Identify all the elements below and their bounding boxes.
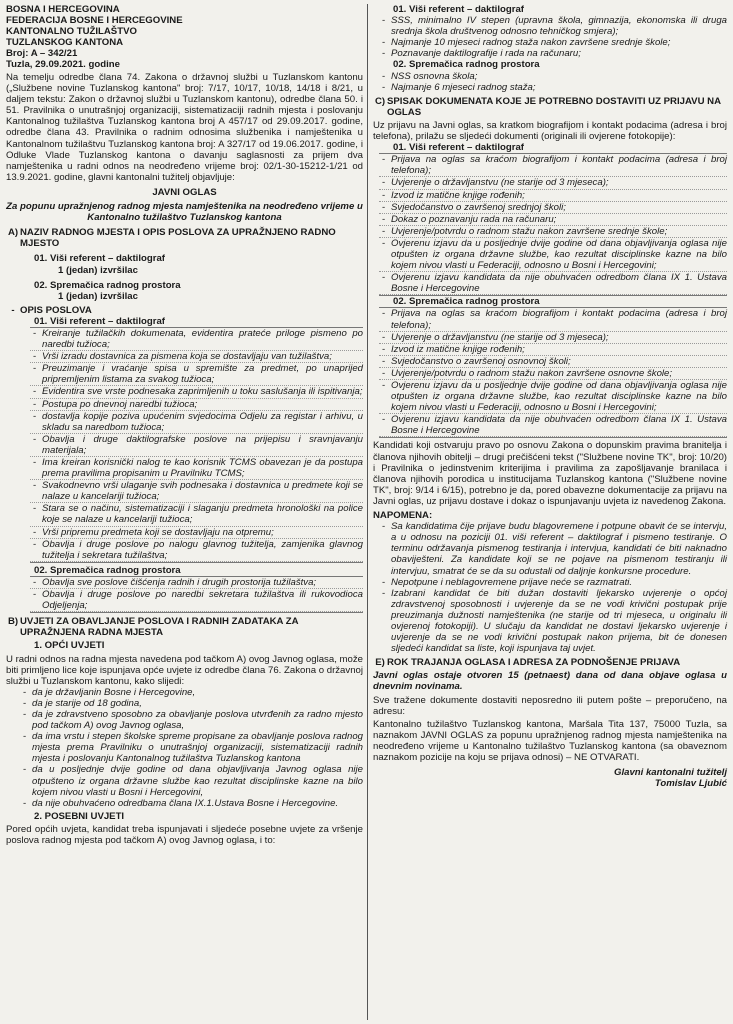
- list-item: - Prijava na oglas sa kraćom biografijom i kontakt podacima (adresa i broj telefona);: [379, 154, 727, 177]
- list-item: - Vrši pripremu predmeta koji se dostavljaju na otpremu;: [30, 527, 363, 539]
- section-b-heading: [6, 616, 363, 638]
- list-item: - da je zdravstveno sposobno za obavljanje poslova utvrđenih za radno mjesto pod tačkom A) ovog Javnog oglasa,: [20, 709, 363, 731]
- list-item: - Svjedočanstvo o završenoj srednjoj školi;: [379, 202, 727, 214]
- section-b-title: UVJETI ZA OBAVLJANJE POSLOVA I RADNIH ZADATAKA ZA UPRAŽNJENA RADNA MJESTA: [20, 616, 299, 639]
- list-item: - Ovjerenu izjavu da u posljednje dvije godine od dana objavljivanja oglasa nije otpušten iz organa državne službe, kao rezultat disciplinske kazne na bilo kojem nivou vlasti u Federaciji, odnosno u Bosni i Hercegovini;: [379, 380, 727, 414]
- section-b-marker: B): [7, 616, 19, 628]
- list-item: - Obavlja i druge poslove po naredbi sekretara tužilaštva ili rukovodioca Odjeljenja;: [30, 589, 363, 612]
- list-item: - Preuzimanje i vraćanje spisa u spremište za predmet, po unaprijed pripremljenim listama za svakog tužioca;: [30, 363, 363, 386]
- submission-address: Kantonalno tužilaštvo Tuzlanskog kantona, Maršala Tita 137, 75000 Tuzla, sa naznakom JAVNI OGLAS za popunu upražnjenog radnog mjesta namještenika na neodređeno vrijeme u Kantonalno tužilaštvo Tuzlanskog kantona (sa obaveznom naznakom pozicije na koju se prijava odnosi) – NE OTVARATI.: [373, 718, 727, 763]
- documents-2-list: [379, 307, 727, 438]
- left-column: [6, 4, 363, 846]
- special-2-list: [379, 71, 727, 93]
- documents-1-title: 01. Viši referent – daktilograf: [393, 142, 524, 154]
- list-item: - Kreiranje tužilačkih dokumenata, evidentira prateće priloge pismeno po naredbi tužioca;: [30, 328, 363, 351]
- list-item: - Vrši izradu dostavnica za pismena koja se dostavljaju van tužilaštva;: [30, 351, 363, 363]
- section-a-title: NAZIV RADNOG MJESTA I OPIS POSLOVA ZA UPRAŽNJENO RADNO MJESTO: [20, 227, 336, 250]
- list-item: - Obavlja i druge daktilografske poslove na prijepisu i sravnjavanju materijala;: [30, 434, 363, 457]
- list-item: - da je državljanin Bosne i Hercegovine,: [20, 687, 363, 698]
- list-item: - Postupa po dnevnoj naredbi tužioca;: [30, 399, 363, 411]
- deadline-text: Javni oglas ostaje otvoren 15 (petnaest) dana od dana objave oglasa u dnevnim novinama.: [373, 670, 727, 693]
- section-c-marker: C): [374, 95, 386, 107]
- list-item: - Uvjerenje o državljanstvu (ne starije od 3 mjeseca);: [379, 332, 727, 344]
- list-item: - da nije obuhvaćeno odredbama člana IX.1.Ustava Bosne i Hercegovine.: [20, 798, 363, 809]
- list-item: - Najmanje 10 mjeseci radnog staža nakon završene srednje škole;: [379, 37, 727, 48]
- position-1-name: 01. Viši referent – daktilograf: [34, 253, 165, 265]
- header-federation: FEDERACIJA BOSNE I HERCEGOVINE: [6, 15, 183, 26]
- special-2-title: 02. Spremačica radnog prostora: [393, 59, 540, 71]
- intro-paragraph: Na temelju odredbe člana 74. Zakona o državnoj službi u Tuzlanskom kantonu („Službene novine Tuzlanskog kantona" broj: 7/17, 10/17, 10/18, 14/18 i 8/21, u daljem tekstu: Zakon o državnoj službi u Tuzlanskom kantonu), odredbe člana 50. i 51. Pravilnika o unutrašnjoj organizaciji, sistematizaciji radnih mjesta i poslovanju Kantonalnog tužilaštva Tuzlanskog kantona broj A 457/17 od 29.09.2017. godine, odredbe člana 43. Pravilnika o radnim odnosima službenika i namještenika u Kantonalnom tužilaštvu Tuzlanskog kantona broj: A 327/17 od 19.06.2017. godine, i Odluke Vlade Tuzlanskog kantona o davanju saglasnosti za prijem dva namještenika u radni odnos na neodređeno vrijeme broj: 02/1-30-15212-1/21 od 13.9.2021. godine, glavni kantonalni tužitelj objavljuje:: [6, 72, 363, 183]
- veterans-paragraph: Kandidati koji ostvaruju pravo po osnovu Zakona o dopunskim pravima branitelja i članova njihovih obitelji – drugi prečišćeni tekst ("Službene novine TK", broj: 10/20) i Pravilnika o jedinstvenim kriterijima i pravilima za zapošljavanje branilaca i članova njihovih porodica u institucijama Tuzlanskog kantona ("Službene novine TK", broj: 9/14 i 6/15), potrebno je da, pored obavezne dokumentacije za prijavu na Javni oglas, uz prijavu dostave i dokaz o ispunjavanju uvjeta iz navedenog Zakona.: [373, 440, 727, 507]
- header-country: BOSNA I HERCEGOVINA: [6, 4, 120, 15]
- list-item: - Uvjerenje/potvrdu o radnom stažu nakon završene srednje škole;: [379, 226, 727, 238]
- header-institution: KANTONALNO TUŽILAŠTVO: [6, 26, 137, 37]
- special-1-title: 01. Viši referent – daktilograf: [393, 4, 524, 15]
- job-desc-1-title: 01. Viši referent – daktilograf: [34, 315, 165, 327]
- position-2-name: 02. Spremačica radnog prostora: [34, 279, 181, 291]
- list-item: - Izvod iz matične knjige rođenih;: [379, 344, 727, 356]
- column-divider: [367, 4, 368, 1020]
- list-item: - Uvjerenje o državljanstvu (ne starije od 3 mjeseca);: [379, 177, 727, 189]
- section-e-title: ROK TRAJANJA OGLASA I ADRESA ZA PODNOŠENJE PRIJAVA: [387, 657, 681, 669]
- list-item: - dostavlja kopije pozivа upućenim svjedocima Odjelu za registar i arhivu, u skladu sa naredbom tužioca;: [30, 411, 363, 434]
- list-item: - Ovjerenu izjavu da u posljednje dvije godine od dana objavljivanja oglasa nije otpušten iz organa državne službe, kao rezultat disciplinske kazne na bilo kojem nivou vlasti u Federaciji, odnosno u Bosni i Hercegovini;: [379, 238, 727, 272]
- general-conditions-list: [20, 687, 363, 809]
- job-desc-2-title: 02. Spremačica radnog prostora: [34, 564, 181, 576]
- job-description-title: OPIS POSLOVA: [20, 304, 92, 316]
- signature-role: Glavni kantonalni tužitelj: [613, 767, 727, 779]
- section-a-marker: A): [7, 227, 19, 239]
- job-description-marker: -: [11, 304, 15, 316]
- section-a-heading: [6, 227, 363, 249]
- general-conditions-title: 1. OPĆI UVJETI: [34, 640, 105, 652]
- list-item: - Ovjerenu izjavu kandidata da nije obuhvaćen odredbom člana IX 1. Ustava Bosne i Hercegovine: [379, 414, 727, 437]
- list-item: - Najmanje 6 mjeseci radnog staža;: [379, 82, 727, 93]
- right-column: [373, 4, 727, 789]
- list-item: - Svakodnevno vrši ulaganje svih podnesaka i dostavnica u predmete koji se nalaze u kancelariji tužioca;: [30, 480, 363, 503]
- section-e-marker: E): [375, 657, 385, 669]
- signature-name: Tomislav Ljubić: [654, 778, 727, 790]
- documents-2-title: 02. Spremačica radnog prostora: [393, 296, 540, 308]
- special-1-list: [379, 15, 727, 59]
- list-item: - da je starije od 18 godina,: [20, 698, 363, 709]
- job-desc-2-list: [30, 576, 363, 613]
- list-item: - Ovjerenu izjavu kandidata da nije obuhvaćen odredbom člana IX 1. Ustava Bosne i Hercegovine: [379, 272, 727, 295]
- special-conditions-text: Pored općih uvjeta, kandidat treba ispunjavati i sljedeće posebne uvjete za vršenje poslova radnog mjesta pod tačkom A) ovog Javnog oglasa, i to:: [6, 823, 363, 846]
- list-item: - Svjedočanstvo o završenoj osnovnoj školi;: [379, 356, 727, 368]
- section-c-title: SPISAK DOKUMENATA KOJE JE POTREBNO DOSTAVITI UZ PRIJAVU NA OGLAS: [387, 95, 721, 118]
- list-item: - Evidentira sve vrste podnesaka zaprimljenih u toku saslušanja ili ispitivanja;: [30, 386, 363, 398]
- list-item: - Sa kandidatima čije prijave budu blagovremene i potpune obavit će se intervju, a u odnosu na poziciji 01. viši referent – daktilograf i pismeno testiranje. O terminu održavanja pismenog testiranja i intervjua, kandidati će biti naknadno obaviješteni. Za kandidate koji se ne pojave na pismenom testiranju ili intervjuu, smatrat će se da su odustali od daljnje konkursne procedure.: [379, 521, 727, 576]
- section-c-heading: [373, 96, 727, 118]
- general-conditions-text: U radni odnos na radna mjesta navedena pod tačkom A) ovog Javnog oglasa, može biti primljeno lice koje ispunjava opće uvjete iz odredbe člana 76. Zakona o državnoj službi u Tuzlanskom kantonu, kako slijedi:: [6, 653, 363, 687]
- list-item: - Obavlja sve poslove čišćenja radnih i drugih prostorija tužilaštva;: [30, 577, 363, 589]
- list-item: - Izvod iz matične knjige rođenih;: [379, 190, 727, 202]
- special-conditions-title: 2. POSEBNI UVJETI: [34, 810, 125, 822]
- ad-subtitle: Za popunu upražnjenog radnog mjesta namještenika na neodređeno vrijeme u Kantonalno tužilaštvo Tuzlanskog kantona: [6, 201, 363, 224]
- list-item: - Ima kreiran korisnički nalog te kao korisnik TCMS obavezan je da postupa prema pravilima propisanim u Pravilniku TCMS;: [30, 457, 363, 480]
- list-item: - Dokaz o poznavanju rada na računaru;: [379, 214, 727, 226]
- list-item: - Stara se o načinu, sistematizaciji i slaganju predmeta hronološki na police koje se nalaze u kancelariji tužioca;: [30, 503, 363, 526]
- list-item: - Nepotpune i neblagovremene prijave neće se razmatrati.: [379, 577, 727, 588]
- header-canton: TUZLANSKOG KANTONA: [6, 37, 124, 48]
- documents-intro: Uz prijavu na Javni oglas, sa kratkom biografijom i kontakt podacima (adresa i broj telefona), prilažu se sljedeći dokumenti (originali ili ovjerene fotokopije):: [373, 119, 727, 143]
- section-e-heading: [373, 657, 727, 668]
- job-description-heading: [6, 305, 363, 316]
- note-title: NAPOMENA:: [373, 510, 433, 522]
- submission-text: Sve tražene dokumente dostaviti neposredno ili putem pošte – preporučeno, na adresu:: [373, 694, 727, 717]
- job-desc-1-list: [30, 327, 363, 563]
- list-item: - NSS osnovna škola;: [379, 71, 727, 82]
- list-item: - SSS, minimalno IV stepen (upravna škola, gimnazija, ekonomska ili druga srednja škola društvenog odnosno tehničkog smjera);: [379, 15, 727, 37]
- document-date: Tuzla, 29.09.2021. godine: [6, 59, 120, 70]
- list-item: - da ima vrstu i stepen školske spreme propisane za obavljanje poslova radnog mjesta prema Pravilniku o unutrašnjoj organizaciji, sistematizaciji radnih mjesta i poslovanju Kantonalnog tužilaštva Tuzlanskog kantona: [20, 731, 363, 764]
- list-item: - Uvjerenje/potvrdu o radnom stažu nakon završene osnovne škole;: [379, 368, 727, 380]
- document-number: Broj: A – 342/21: [6, 48, 78, 59]
- list-item: - da u posljednje dvije godine od dana objavljivanja Javnog oglasa nije otpušteno iz organa državne službe kao rezultat disciplinske kazne na bilo kojem nivou vlasti u Bosni i Hercegovini,: [20, 764, 363, 797]
- position-2-count: 1 (jedan) izvršilac: [58, 290, 138, 302]
- documents-1-list: [379, 153, 727, 296]
- note-list: [379, 521, 727, 654]
- list-item: - Poznavanje daktilografije i rada na računaru;: [379, 48, 727, 59]
- document-header: [6, 4, 363, 70]
- list-item: - Prijava na oglas sa kraćom biografijom i kontakt podacima (adresa i broj telefona);: [379, 308, 727, 331]
- ad-title: JAVNI OGLAS: [152, 186, 217, 198]
- list-item: - Izabrani kandidat će biti dužan dostaviti ljekarsko uvjerenje o općoj zdravstvenoj sposobnosti i uvjerenje da se ne vodi krivični postupak prije preuzimanja dužnosti namještenika (ne starije od tri mjeseca, u originalu ili ovjerenoj fotokopiji). U slučaju da kandidat ne dostavi ljekarsko uvjerenje i uvjerenje da se ne vodi krivični postupak nakon prijema, bit će donesen sljedeći kandidat sa liste, koji ispunjava taj uvjet.: [379, 588, 727, 655]
- list-item: - Obavlja i druge poslove po nalogu glavnog tužitelja, zamjenika glavnog tužitelja i sekretara tužilaštva;: [30, 539, 363, 562]
- position-1-count: 1 (jedan) izvršilac: [58, 264, 138, 276]
